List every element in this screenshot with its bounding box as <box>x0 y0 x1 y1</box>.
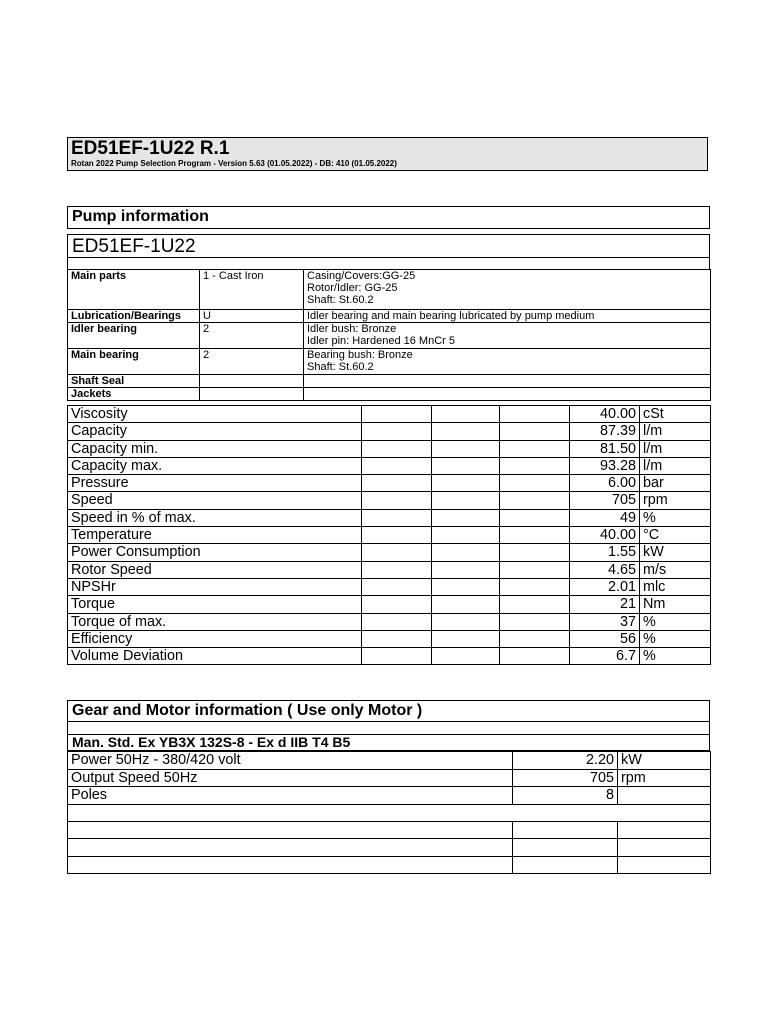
part-code <box>200 388 304 401</box>
performance-row <box>68 457 711 474</box>
performance-row <box>68 630 711 647</box>
parts-row <box>68 375 711 388</box>
part-code: U <box>200 310 304 323</box>
performance-label: Rotor Speed <box>68 561 362 578</box>
motor-label: Output Speed 50Hz <box>68 769 513 787</box>
empty-cell <box>432 475 500 492</box>
motor-unit: rpm <box>618 769 711 787</box>
performance-value: 2.01 <box>570 578 640 595</box>
empty-cell <box>362 475 432 492</box>
empty-cell <box>362 544 432 561</box>
part-description <box>304 349 711 375</box>
part-description-line: Idler bush: Bronze <box>307 323 397 335</box>
performance-unit: % <box>640 648 711 665</box>
motor-row <box>68 787 711 805</box>
motor-value: 8 <box>513 787 618 805</box>
motor-title: Man. Std. Ex YB3X 132S-8 - Ex d IIB T4 B5 <box>72 734 351 750</box>
performance-row <box>68 475 711 492</box>
performance-label: Speed in % of max. <box>68 509 362 526</box>
motor-value: 705 <box>513 769 618 787</box>
motor-row <box>68 752 711 770</box>
pump-model: ED51EF-1U22 <box>72 236 196 257</box>
performance-unit: l/m <box>640 440 711 457</box>
document-subtitle: Rotan 2022 Pump Selection Program - Version 5.63 (01.05.2022) - DB: 410 (01.05.2022) <box>71 159 397 168</box>
performance-label: Viscosity <box>68 406 362 423</box>
empty-cell <box>432 492 500 509</box>
motor-label: Power 50Hz - 380/420 volt <box>68 752 513 770</box>
empty-cell <box>362 492 432 509</box>
part-description <box>304 388 711 401</box>
part-description <box>304 270 711 310</box>
part-description-line: Shaft: St.60.2 <box>307 294 374 306</box>
performance-table <box>67 405 711 665</box>
empty-cell <box>68 856 513 874</box>
empty-cell <box>362 578 432 595</box>
performance-row <box>68 492 711 509</box>
performance-unit: % <box>640 630 711 647</box>
performance-label: Speed <box>68 492 362 509</box>
empty-cell <box>68 821 513 839</box>
document-title: ED51EF-1U22 R.1 <box>71 138 230 159</box>
part-code <box>200 375 304 388</box>
empty-cell <box>618 839 711 857</box>
performance-label: Capacity max. <box>68 457 362 474</box>
performance-value: 87.39 <box>570 423 640 440</box>
empty-cell <box>362 561 432 578</box>
performance-unit: rpm <box>640 492 711 509</box>
empty-cell <box>500 630 570 647</box>
empty-cell <box>500 561 570 578</box>
performance-row <box>68 440 711 457</box>
performance-label: Torque <box>68 596 362 613</box>
performance-value: 49 <box>570 509 640 526</box>
performance-unit: bar <box>640 475 711 492</box>
performance-unit: % <box>640 509 711 526</box>
empty-cell <box>432 544 500 561</box>
empty-cell <box>432 440 500 457</box>
empty-cell <box>432 406 500 423</box>
performance-value: 6.00 <box>570 475 640 492</box>
empty-cell <box>618 821 711 839</box>
empty-cell <box>500 613 570 630</box>
performance-row <box>68 544 711 561</box>
part-description <box>304 323 711 349</box>
performance-value: 40.00 <box>570 527 640 544</box>
performance-value: 81.50 <box>570 440 640 457</box>
empty-cell <box>362 596 432 613</box>
performance-row <box>68 423 711 440</box>
performance-value: 37 <box>570 613 640 630</box>
empty-cell <box>432 596 500 613</box>
empty-cell <box>362 440 432 457</box>
performance-unit: mlc <box>640 578 711 595</box>
empty-cell <box>432 630 500 647</box>
empty-cell <box>500 440 570 457</box>
performance-label: Temperature <box>68 527 362 544</box>
motor-row <box>68 769 711 787</box>
performance-row <box>68 561 711 578</box>
performance-label: Pressure <box>68 475 362 492</box>
empty-cell <box>513 856 618 874</box>
performance-value: 4.65 <box>570 561 640 578</box>
pump-model-box <box>67 234 710 258</box>
motor-table <box>67 751 711 874</box>
part-description-line: Idler bearing and main bearing lubricated by pump medium <box>307 310 595 322</box>
empty-cell <box>362 457 432 474</box>
pump-parts-table <box>67 269 711 401</box>
empty-cell <box>362 423 432 440</box>
empty-cell <box>500 648 570 665</box>
empty-cell <box>362 613 432 630</box>
empty-cell <box>432 527 500 544</box>
part-label: Idler bearing <box>68 323 200 349</box>
motor-blank-row <box>68 839 711 857</box>
performance-row <box>68 509 711 526</box>
motor-unit <box>618 787 711 805</box>
motor-label: Poles <box>68 787 513 805</box>
empty-cell <box>68 839 513 857</box>
motor-value: 2.20 <box>513 752 618 770</box>
performance-label: Efficiency <box>68 630 362 647</box>
empty-cell <box>500 475 570 492</box>
empty-cell <box>432 648 500 665</box>
performance-value: 21 <box>570 596 640 613</box>
performance-unit: kW <box>640 544 711 561</box>
empty-cell <box>362 527 432 544</box>
part-code: 1 - Cast Iron <box>200 270 304 310</box>
performance-value: 93.28 <box>570 457 640 474</box>
performance-row <box>68 527 711 544</box>
performance-row <box>68 648 711 665</box>
part-description <box>304 310 711 323</box>
performance-value: 705 <box>570 492 640 509</box>
empty-cell <box>500 527 570 544</box>
empty-cell <box>500 509 570 526</box>
performance-value: 1.55 <box>570 544 640 561</box>
empty-cell <box>432 613 500 630</box>
performance-unit: m/s <box>640 561 711 578</box>
performance-unit: Nm <box>640 596 711 613</box>
performance-unit: l/m <box>640 457 711 474</box>
motor-spacer-row <box>68 804 711 821</box>
part-description-line: Idler pin: Hardened 16 MnCr 5 <box>307 335 455 347</box>
parts-row <box>68 388 711 401</box>
empty-cell <box>500 492 570 509</box>
empty-cell <box>500 423 570 440</box>
part-code: 2 <box>200 323 304 349</box>
empty-cell <box>500 406 570 423</box>
performance-unit: % <box>640 613 711 630</box>
empty-cell <box>432 509 500 526</box>
empty-cell <box>618 856 711 874</box>
performance-label: NPSHr <box>68 578 362 595</box>
part-label: Shaft Seal <box>68 375 200 388</box>
empty-cell <box>513 821 618 839</box>
empty-cell <box>432 561 500 578</box>
motor-blank-row <box>68 856 711 874</box>
empty-cell <box>432 423 500 440</box>
motor-unit: kW <box>618 752 711 770</box>
performance-label: Power Consumption <box>68 544 362 561</box>
gear-motor-heading: Gear and Motor information ( Use only Motor ) <box>72 702 423 719</box>
part-description-line: Casing/Covers:GG-25 <box>307 270 416 282</box>
empty-cell <box>362 630 432 647</box>
performance-unit: cSt <box>640 406 711 423</box>
part-label: Main bearing <box>68 349 200 375</box>
empty-cell <box>500 544 570 561</box>
part-label: Lubrication/Bearings <box>68 310 200 323</box>
part-label: Jackets <box>68 388 200 401</box>
empty-cell <box>362 648 432 665</box>
parts-row <box>68 270 711 310</box>
performance-row <box>68 613 711 630</box>
performance-value: 6.7 <box>570 648 640 665</box>
gear-motor-heading-box <box>67 700 710 722</box>
part-code: 2 <box>200 349 304 375</box>
empty-cell <box>362 406 432 423</box>
performance-row <box>68 578 711 595</box>
spacer-row <box>67 721 710 735</box>
empty-cell <box>500 457 570 474</box>
performance-label: Torque of max. <box>68 613 362 630</box>
motor-blank-row <box>68 821 711 839</box>
performance-unit: °C <box>640 527 711 544</box>
parts-row <box>68 349 711 375</box>
parts-row <box>68 310 711 323</box>
pump-info-heading: Pump information <box>72 208 209 225</box>
performance-label: Capacity <box>68 423 362 440</box>
performance-unit: l/m <box>640 423 711 440</box>
part-description <box>304 375 711 388</box>
empty-cell <box>432 578 500 595</box>
performance-row <box>68 596 711 613</box>
empty-cell <box>500 578 570 595</box>
empty-cell <box>362 509 432 526</box>
empty-cell <box>500 596 570 613</box>
document-header <box>67 137 708 171</box>
part-label: Main parts <box>68 270 200 310</box>
part-description-line: Rotor/Idler: GG-25 <box>307 282 398 294</box>
pump-info-heading-box <box>67 206 710 229</box>
performance-value: 40.00 <box>570 406 640 423</box>
empty-cell <box>68 804 711 821</box>
part-description-line: Bearing bush: Bronze <box>307 349 413 361</box>
empty-cell <box>432 457 500 474</box>
empty-cell <box>513 839 618 857</box>
performance-row <box>68 406 711 423</box>
performance-label: Volume Deviation <box>68 648 362 665</box>
performance-value: 56 <box>570 630 640 647</box>
performance-label: Capacity min. <box>68 440 362 457</box>
motor-title-box <box>67 734 710 751</box>
parts-row <box>68 323 711 349</box>
part-description-line: Shaft: St.60.2 <box>307 361 374 373</box>
